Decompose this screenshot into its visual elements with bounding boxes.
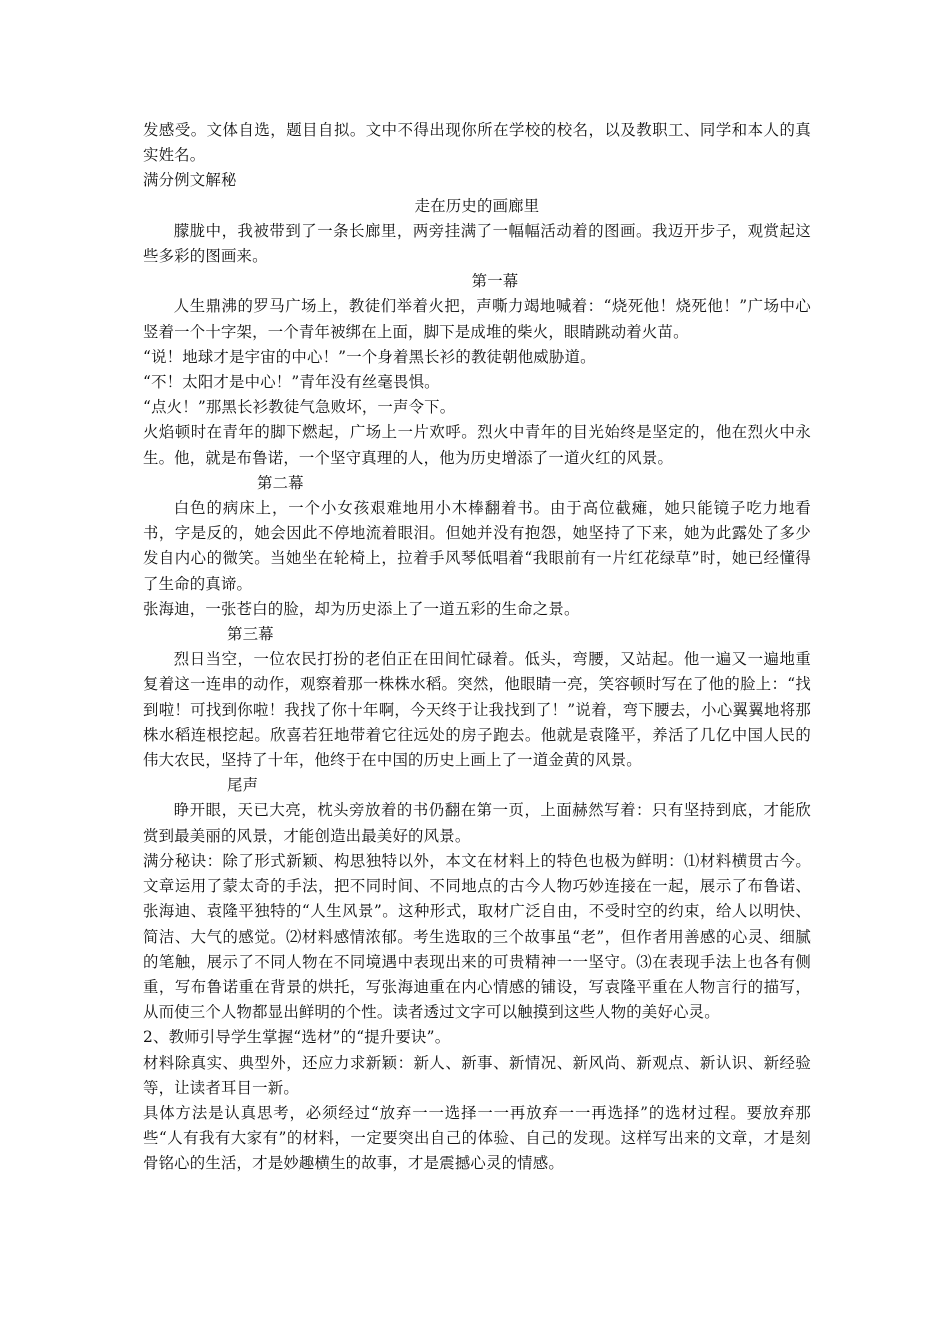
paragraph-intro-continued: 发感受。文体自选，题目自拟。文中不得出现你所在学校的校名，以及教职工、同学和本人的真实姓名。 (143, 121, 811, 165)
essay-paragraph-act2-scene: 白色的病床上，一个小女孩艰难地用小木棒翻着书。由于高位截瘫，她只能镜子吃力地看书，字是反的，她会因此不停地流着眼泪。但她并没有抱怨，她坚持了下来，她为此露处了多少发自内心的微笑。当她坐在轮椅上，拉着手风琴低唱着“我眼前有一片红花绿草”时，她已经懂得了生命的真谛。 (143, 499, 811, 593)
paragraph-material-novelty: 材料除真实、典型外，还应力求新颖：新人、新事、新情况、新风尚、新观点、新认识、新经验等，让读者耳目一新。 (143, 1053, 811, 1097)
essay-paragraph-act3-scene: 烈日当空，一位农民打扮的老伯正在田间忙碌着。低头，弯腰，又站起。他一遍又一遍地重复着这一连串的动作，观察着那一株株水稻。突然，他眼睛一亮，笑容顿时写在了他的脸上：“找到啦！可找到你啦！我找了你十年啊，今天终于让我找到了！”说着，弯下腰去，小心翼翼地将那株水稻连根挖起。欣喜若狂地带着它往远处的房子跑去。他就是袁隆平，养活了几亿中国人民的伟大农民，坚持了十年，他终于在中国的历史上画上了一道金黄的风景。 (143, 650, 811, 770)
paragraph-specific-method: 具体方法是认真思考，必须经过“放弃一一选择一一再放弃一一再选择”的选材过程。要放弃那些“人有我有大家有”的材料，一定要突出自己的体验、自己的发现。这样写出来的文章，才是刻骨铭心的生活，才是妙趣横生的故事，才是震撼心灵的情感。 (143, 1103, 811, 1173)
essay-paragraph-act2-ending: 张海迪，一张苍白的脸，却为历史添上了一道五彩的生命之景。 (143, 599, 580, 618)
essay-title: 走在历史的画廊里 (414, 196, 540, 215)
paragraph-teacher-guidance: 2、教师引导学生掌握“选材”的“提升要诀”。 (143, 1028, 451, 1047)
essay-paragraph-opening: 朦胧中，我被带到了一条长廊里，两旁挂满了一幅幅活动着的图画。我迈开步子，观赏起这些多彩的图画来。 (143, 221, 811, 266)
document-page (143, 118, 811, 1177)
essay-paragraph-epilogue: 睁开眼，天已大亮，枕头旁放着的书仍翻在第一页，上面赫然写着：只有坚持到底，才能欣赏到最美丽的风景，才能创造出最美好的风景。 (143, 801, 811, 845)
paragraph-scoring-secret: 满分秘诀：除了形式新颖、构思独特以外，本文在材料上的特色也极为鲜明：⑴材料横贯古今。文章运用了蒙太奇的手法，把不同时间、不同地点的古今人物巧妙连接在一起，展示了布鲁诺、张海迪、袁隆平独特的“人生风景”。这种形式，取材广泛自由，不受时空的约束，给人以明快、简洁、大气的感觉。⑵材料感情浓郁。考生选取的三个故事虽“老”，但作者用善感的心灵、细腻的笔触，展示了不同人物在不同境遇中表现出来的可贵精神一一坚守。⑶在表现手法上也各有侧重，写布鲁诺重在背景的烘托，写张海迪重在内心情感的铺设，写袁隆平重在人物言行的描写，从而使三个人物都显出鲜明的个性。读者透过文字可以触摸到这些人物的美好心灵。 (143, 851, 811, 1022)
essay-paragraph-act1-ending: 火焰顿时在青年的脚下燃起，广场上一片欢呼。烈火中青年的目光始终是坚定的，他在烈火中永生。他，就是布鲁诺，一个坚守真理的人，他为历史增添了一道火红的风景。 (143, 423, 811, 467)
section-heading-model-essay: 满分例文解秘 (143, 171, 237, 190)
essay-paragraph-act1-scene: 人生鼎沸的罗马广场上，教徒们举着火把，声嘶力竭地喊着：“烧死他！烧死他！”广场中心竖着一个十字架，一个青年被绑在上面，脚下是成堆的柴火，眼睛跳动着火苗。 (143, 297, 811, 341)
act-heading-epilogue: 尾声 (227, 776, 259, 795)
essay-paragraph-act1-dialogue-3: “点火！”那黑长衫教徒气急败坏，一声令下。 (143, 398, 456, 417)
essay-paragraph-act1-dialogue-1: “说！地球才是宇宙的中心！”一个身着黑长衫的教徒朝他威胁道。 (143, 347, 596, 366)
act-heading-3: 第三幕 (227, 625, 274, 644)
essay-paragraph-act1-dialogue-2: “不！太阳才是中心！”青年没有丝毫畏惧。 (143, 373, 440, 392)
act-heading-1: 第一幕 (471, 272, 519, 291)
act-heading-2: 第二幕 (257, 473, 304, 492)
